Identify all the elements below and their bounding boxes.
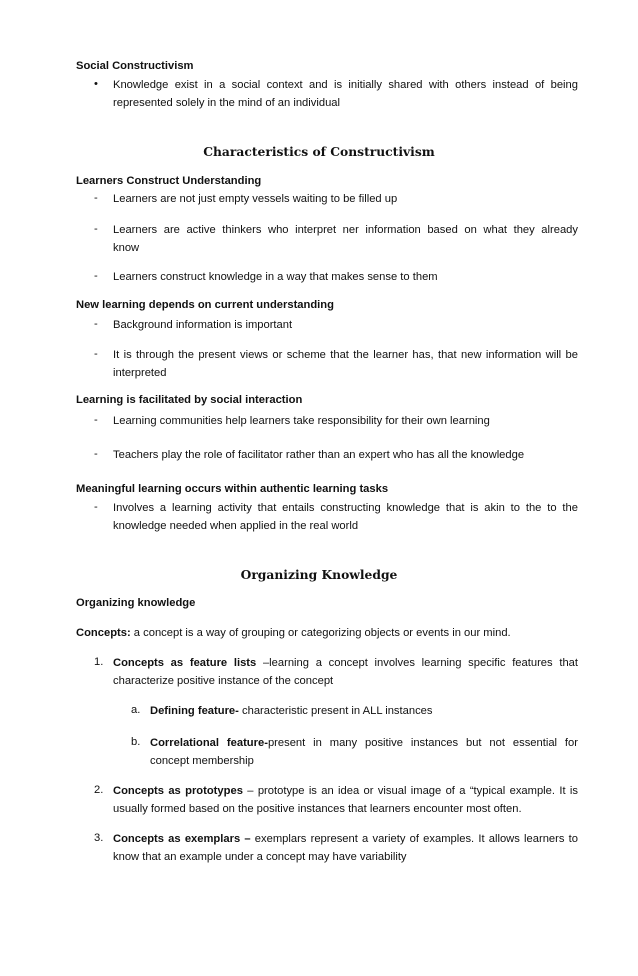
- organizing-heading: Organizing Knowledge: [240, 567, 398, 582]
- list-item: Learners construct knowledge in a way that makes sense to them: [113, 271, 438, 283]
- list-item-cont: know: [113, 242, 140, 254]
- list-item: Involves a learning activity that entails constructing knowledge that is akin to the to the: [113, 502, 578, 514]
- list-letter: a.: [131, 704, 141, 716]
- list-item: Learning communities help learners take responsibility for their own learning: [113, 415, 490, 427]
- dash: -: [94, 414, 98, 426]
- sub-item: [150, 734, 578, 752]
- list-item: It is through the present views or scheme that the learner has, that new information will be: [113, 349, 578, 361]
- item-bold: Defining feature-: [150, 705, 239, 717]
- item-bold: Concepts as prototypes: [113, 785, 243, 797]
- section-title: Learners Construct Understanding: [76, 175, 262, 187]
- list-number: 1.: [94, 656, 104, 668]
- numbered-item: [113, 830, 578, 848]
- social-item-line1: Knowledge exist in a social context and is initially shared with others instead of being: [113, 79, 578, 91]
- concepts-definition: [76, 627, 511, 639]
- item-text: –learning a concept involves learning specific features that: [256, 657, 578, 669]
- concepts-text: a concept is a way of grouping or categorizing objects or events in our mind.: [130, 627, 511, 639]
- list-item: Learners are not just empty vessels waiting to be filled up: [113, 193, 398, 205]
- section-title: New learning depends on current understanding: [76, 299, 334, 311]
- item-text: present in many positive instances but not essential for: [267, 737, 578, 749]
- item-text: characteristic present in ALL instances: [238, 705, 433, 717]
- sub-item: [150, 702, 433, 720]
- dash: -: [94, 348, 98, 360]
- numbered-item: [113, 782, 578, 800]
- list-item-cont: interpreted: [113, 367, 167, 379]
- dash: -: [94, 501, 98, 513]
- sub-item-cont: concept membership: [150, 755, 254, 767]
- numbered-item-cont: know that an example under a concept may have variability: [113, 851, 407, 863]
- dash: -: [94, 192, 98, 204]
- characteristics-heading: Characteristics of Constructivism: [203, 144, 435, 159]
- numbered-item-cont: characterize positive instance of the concept: [113, 675, 334, 687]
- social-constructivism-title: Social Constructivism: [76, 60, 194, 72]
- dash: -: [94, 270, 98, 282]
- item-text: – prototype is an idea or visual image of a “typical example. It is: [242, 785, 578, 797]
- list-letter: b.: [131, 736, 141, 748]
- concepts-label: Concepts:: [76, 627, 131, 639]
- dash: -: [94, 448, 98, 460]
- dash: -: [94, 223, 98, 235]
- numbered-item: [113, 654, 578, 672]
- bullet: •: [94, 78, 98, 90]
- social-item-line2: represented solely in the mind of an individual: [113, 97, 340, 109]
- section-title: Learning is facilitated by social interaction: [76, 394, 303, 406]
- item-bold: Concepts as exemplars –: [113, 833, 251, 845]
- list-item: Teachers play the role of facilitator rather than an expert who has all the knowledge: [113, 449, 525, 461]
- item-bold: Concepts as feature lists: [113, 657, 257, 669]
- item-bold: Correlational feature-: [150, 737, 268, 749]
- list-number: 3.: [94, 832, 104, 844]
- organizing-subtitle: Organizing knowledge: [76, 597, 196, 609]
- item-text: exemplars represent a variety of examples. It allows learners to: [250, 833, 578, 845]
- list-number: 2.: [94, 784, 104, 796]
- list-item-cont: knowledge needed when applied in the real world: [113, 520, 359, 532]
- list-item: Learners are active thinkers who interpret ner information based on what they already: [113, 224, 578, 236]
- numbered-item-cont: usually formed based on the positive instances that learners encounter most often.: [113, 803, 522, 815]
- dash: -: [94, 318, 98, 330]
- list-item: Background information is important: [113, 319, 293, 331]
- section-title: Meaningful learning occurs within authentic learning tasks: [76, 483, 389, 495]
